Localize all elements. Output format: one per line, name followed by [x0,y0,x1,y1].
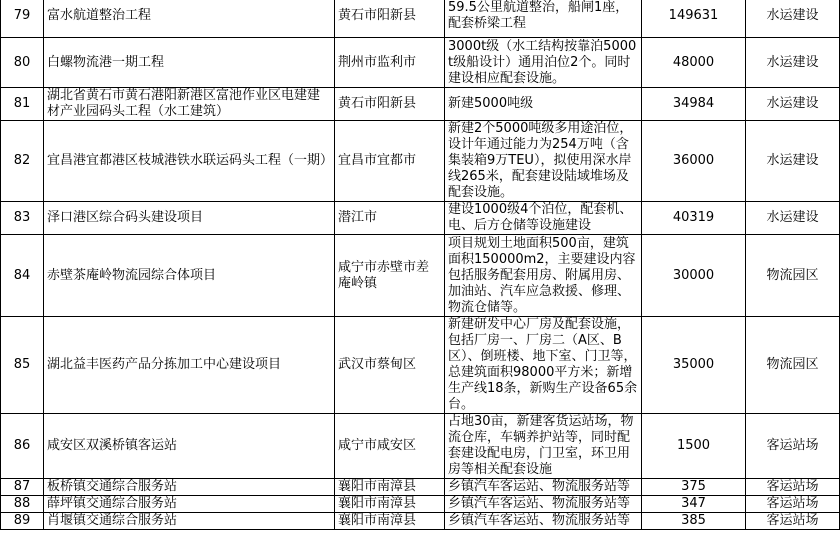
row-number-cell[interactable]: 84 [1,235,44,317]
project-name-cell[interactable]: 板桥镇交通综合服务站 [44,479,335,496]
investment-cell[interactable]: 34984 [642,88,746,121]
row-number-cell[interactable]: 80 [1,38,44,88]
project-name-cell[interactable]: 薛坪镇交通综合服务站 [44,496,335,513]
category-cell[interactable]: 客运站场 [746,496,840,513]
project-name-cell[interactable]: 湖北省黄石市黄石港阳新港区富池作业区电建建材产业园码头工程（水工建筑） [44,88,335,121]
category-cell[interactable]: 水运建设 [746,0,840,38]
project-name-cell[interactable]: 湖北益丰医药产品分拣加工中心建设项目 [44,317,335,414]
location-cell[interactable]: 咸宁市赤壁市差庵岭镇 [335,235,445,317]
investment-cell[interactable]: 40319 [642,202,746,235]
construction-content-cell[interactable]: 项目规划土地面积500亩，建筑面积150000m2，主要建设内容包括服务配套用房、附属用房、加油站、汽车应急救援、修理、物流仓储等。 [445,235,642,317]
construction-content-cell[interactable]: 新建研发中心厂房及配套设施，包括厂房一、厂房二（A区、B区）、倒班楼、地下室、门卫等，总建筑面积98000平方米；新增生产线18条，新购生产设备65余台。 [445,317,642,414]
project-name-cell[interactable]: 白螺物流港一期工程 [44,38,335,88]
category-cell[interactable]: 客运站场 [746,513,840,530]
project-name-cell[interactable]: 富水航道整治工程 [44,0,335,38]
location-cell[interactable]: 武汉市蔡甸区 [335,317,445,414]
row-number-cell[interactable]: 86 [1,414,44,479]
investment-cell[interactable]: 30000 [642,235,746,317]
project-name-cell[interactable]: 咸安区双溪桥镇客运站 [44,414,335,479]
row-number-cell[interactable]: 89 [1,513,44,530]
investment-cell[interactable]: 36000 [642,121,746,202]
table-row [1,513,840,530]
row-number-cell[interactable]: 88 [1,496,44,513]
investment-cell[interactable]: 149631 [642,0,746,38]
investment-cell[interactable]: 385 [642,513,746,530]
investment-cell[interactable]: 375 [642,479,746,496]
location-cell[interactable]: 宜昌市宜都市 [335,121,445,202]
row-number-cell[interactable]: 83 [1,202,44,235]
construction-content-cell[interactable]: 3000t级（水工结构按靠泊5000t级船设计）通用泊位2个。同时建设相应配套设施。 [445,38,642,88]
table-row [1,317,840,414]
location-cell[interactable]: 潜江市 [335,202,445,235]
location-cell[interactable]: 黄石市阳新县 [335,0,445,38]
table-row [1,479,840,496]
table-body [1,0,840,530]
category-cell[interactable]: 水运建设 [746,121,840,202]
investment-cell[interactable]: 347 [642,496,746,513]
table-row [1,496,840,513]
project-name-cell[interactable]: 宜昌港宜都港区枝城港铁水联运码头工程（一期） [44,121,335,202]
row-number-cell[interactable]: 87 [1,479,44,496]
construction-content-cell[interactable]: 建设1000级4个泊位，配套机、电、后方仓储等设施建设 [445,202,642,235]
category-cell[interactable]: 水运建设 [746,88,840,121]
project-name-cell[interactable]: 泽口港区综合码头建设项目 [44,202,335,235]
table-row [1,88,840,121]
category-cell[interactable]: 水运建设 [746,202,840,235]
investment-cell[interactable]: 35000 [642,317,746,414]
construction-content-cell[interactable]: 乡镇汽车客运站、物流服务站等 [445,496,642,513]
construction-content-cell[interactable]: 乡镇汽车客运站、物流服务站等 [445,513,642,530]
investment-cell[interactable]: 48000 [642,38,746,88]
construction-content-cell[interactable]: 新建2个5000吨级多用途泊位，设计年通过能力为254万吨（含集装箱9万TEU），拟使用深水岸线265米，配套建设陆域堆场及配套设施。 [445,121,642,202]
location-cell[interactable]: 襄阳市南漳县 [335,479,445,496]
construction-content-cell[interactable]: 新建5000吨级 [445,88,642,121]
category-cell[interactable]: 物流园区 [746,235,840,317]
project-name-cell[interactable]: 肖堰镇交通综合服务站 [44,513,335,530]
location-cell[interactable]: 襄阳市南漳县 [335,513,445,530]
location-cell[interactable]: 咸宁市咸安区 [335,414,445,479]
row-number-cell[interactable]: 85 [1,317,44,414]
category-cell[interactable]: 物流园区 [746,317,840,414]
location-cell[interactable]: 黄石市阳新县 [335,88,445,121]
table-row [1,0,840,38]
table-row [1,235,840,317]
table-row [1,121,840,202]
construction-content-cell[interactable]: 占地30亩，新建客货运站场，物流仓库，车辆养护站等，同时配套建设配电房，门卫室，环卫用房等相关配套设施 [445,414,642,479]
construction-content-cell[interactable]: 59.5公里航道整治，船闸1座，配套桥梁工程 [445,0,642,38]
construction-content-cell[interactable]: 乡镇汽车客运站、物流服务站等 [445,479,642,496]
category-cell[interactable]: 客运站场 [746,479,840,496]
category-cell[interactable]: 客运站场 [746,414,840,479]
location-cell[interactable]: 荆州市监利市 [335,38,445,88]
row-number-cell[interactable]: 79 [1,0,44,38]
table-row [1,38,840,88]
row-number-cell[interactable]: 82 [1,121,44,202]
row-number-cell[interactable]: 81 [1,88,44,121]
project-name-cell[interactable]: 赤壁茶庵岭物流园综合体项目 [44,235,335,317]
category-cell[interactable]: 水运建设 [746,38,840,88]
investment-cell[interactable]: 1500 [642,414,746,479]
location-cell[interactable]: 襄阳市南漳县 [335,496,445,513]
table-row [1,202,840,235]
table-row [1,414,840,479]
